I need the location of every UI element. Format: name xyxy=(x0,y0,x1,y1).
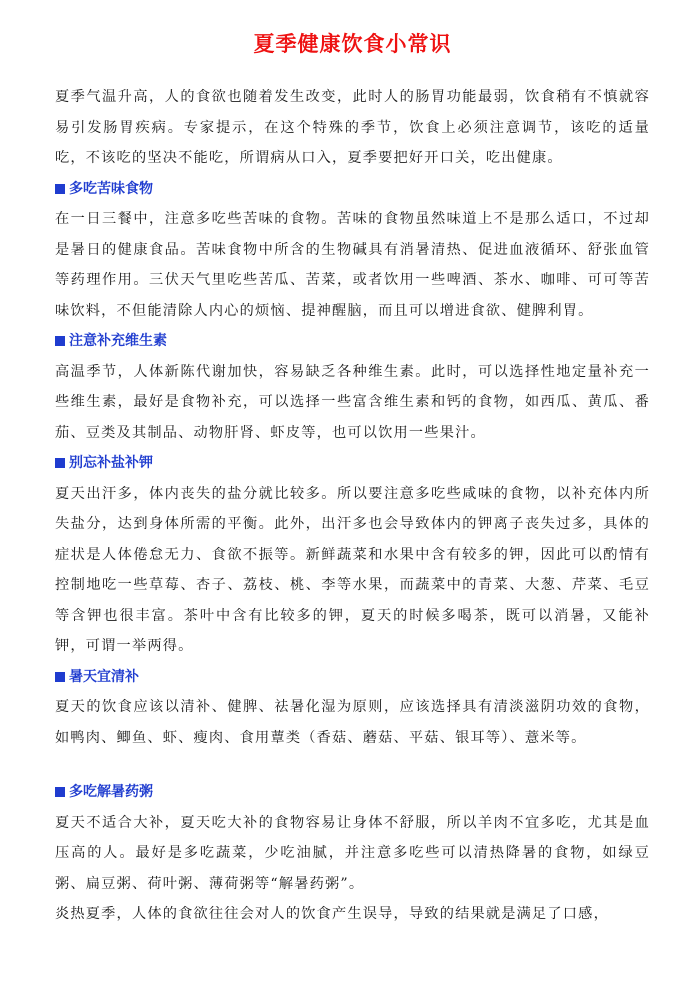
bullet-square-icon xyxy=(55,184,65,194)
intro-paragraph: 夏季气温升高，人的食欲也随着发生改变，此时人的肠胃功能最弱，饮食稍有不慎就容易引发肠胃疾病。专家提示，在这个特殊的季节，饮食上必须注意调节，该吃的适量吃，不该吃的坚决不能吃，所谓病从口入，夏季要把好开口关，吃出健康。 xyxy=(55,89,650,166)
section-heading-text: 多吃苦味食物 xyxy=(69,180,153,197)
section-heading-vitamins xyxy=(55,326,650,357)
section-body-light-tonic: 夏天的饮食应该以清补、健脾、祛暑化湿为原则，应该选择具有清淡滋阴功效的食物，如鸭肉、鲫鱼、虾、瘦肉、食用蕈类（香菇、蘑菇、平菇、银耳等）、薏米等。 xyxy=(55,699,650,746)
section-heading-text: 多吃解暑药粥 xyxy=(69,784,153,800)
section-body-salt-potassium: 夏天出汗多，体内丧失的盐分就比较多。所以要注意多吃些咸味的食物，以补充体内所失盐分，达到身体所需的平衡。此外，出汗多也会导致体内的钾离子丧失过多，具体的症状是人体倦怠无力、食欲不振等。新鲜蔬菜和水果中含有较多的钾，因此可以酌情有控制地吃一些草莓、杏子、荔枝、桃、李等水果，而蔬菜中的青菜、大葱、芹菜、毛豆等含钾也很丰富。茶叶中含有比较多的钾，夏天的时候多喝茶，既可以消暑，又能补钾，可谓一举两得。 xyxy=(55,485,650,654)
bullet-square-icon xyxy=(55,458,65,468)
bullet-square-icon xyxy=(55,787,65,797)
section-heading-herbal-porridge xyxy=(55,777,650,808)
section-heading-text: 别忘补盐补钾 xyxy=(69,455,153,471)
section-heading-salt-potassium xyxy=(55,448,650,479)
page-title: 夏季健康饮食小常识 xyxy=(253,32,452,56)
bullet-square-icon xyxy=(55,672,65,682)
bullet-square-icon xyxy=(55,336,65,346)
closing-paragraph: 炎热夏季，人体的食欲往往会对人的饮食产生误导，导致的结果就是满足了口感， xyxy=(55,906,609,922)
section-heading-bitter-food xyxy=(55,174,650,205)
spacer xyxy=(55,753,650,777)
section-body-bitter-food: 在一日三餐中，注意多吃些苦味的食物。苦味的食物虽然味道上不是那么适口，不过却是暑日的健康食品。苦味食物中所含的生物碱具有消暑清热、促进血液循环、舒张血管等药理作用。三伏天气里吃些苦瓜、苦菜，或者饮用一些啤酒、茶水、咖啡、可可等苦味饮料，不但能清除人内心的烦恼、提神醒脑，而且可以增进食欲、健脾利胃。 xyxy=(55,211,650,319)
section-heading-text: 注意补充维生素 xyxy=(69,333,167,349)
section-heading-light-tonic xyxy=(55,662,650,693)
section-body-vitamins: 高温季节，人体新陈代谢加快，容易缺乏各种维生素。此时，可以选择性地定量补充一些维生素，最好是食物补充，可以选择一些富含维生素和钙的食物，如西瓜、黄瓜、番茄、豆类及其制品、动物肝肾、虾皮等，也可以饮用一些果汁。 xyxy=(55,363,650,441)
section-body-herbal-porridge: 夏天不适合大补，夏天吃大补的食物容易让身体不舒服，所以羊肉不宜多吃，尤其是血压高的人。最好是多吃蔬菜，少吃油腻，并注意多吃些可以清热降暑的食物，如绿豆粥、扁豆粥、荷叶粥、薄荷粥等“解暑药粥”。 xyxy=(55,814,650,892)
section-heading-text: 暑天宜清补 xyxy=(69,668,139,685)
